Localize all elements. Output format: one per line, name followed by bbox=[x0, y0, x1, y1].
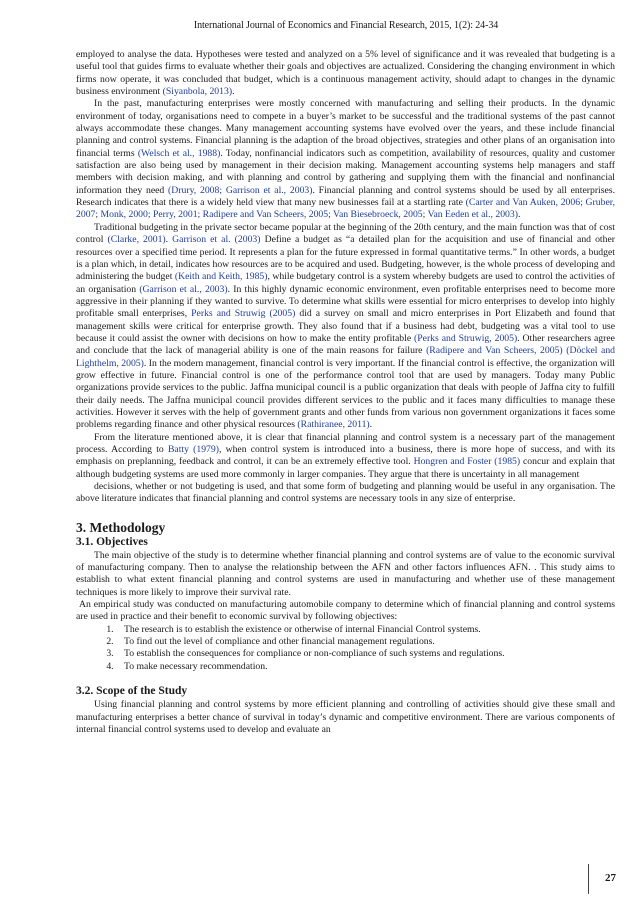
objectives-list bbox=[76, 624, 615, 673]
citation[interactable]: (Carter and Van Auken, 2006; Gruber, 2007; Monk, 2000; Perry, 2001; Radipere and Van Scheers, 2005; Van Biesebroeck, 2005; Van Eeden et al., 2003) bbox=[76, 197, 615, 221]
subsection-heading-objectives: 3.1. Objectives bbox=[76, 535, 148, 548]
page-number: 27 bbox=[605, 872, 616, 884]
paragraph-3 bbox=[76, 222, 615, 432]
paragraph-1 bbox=[76, 49, 615, 98]
citation[interactable]: (Welsch et al., 1988) bbox=[137, 147, 221, 159]
text-run: . In the modern management, financial control is very important. If the financial control is effective, the organization will grow effective in future. Financial control is one of the performance control tool that are used by managers. Today many Public organizations provide services to the public. Jaffna municipal council is a public organization that deals with people of Jaffna city to fulfill their daily needs. The Jaffna municipal council provides different services to the public and it faces many difficulties to manage these activities. However it serves with the help of government grants and other funds from various non government organizations it faces some problems regarding finance and other physical resources bbox=[76, 357, 615, 431]
citation[interactable]: (Clarke, 2001) bbox=[107, 234, 166, 246]
text-run: employed to analyse the data. Hypotheses were tested and analyzed on a 5% level of significance and it was revealed that budgeting is a useful tool that guides firms to evaluate whether their goals and objectives are actualized. Considering the changing environment in which firms now operate, it was concluded that budget, which is a continuous management activity, should adapt to changes in the dynamic business environment bbox=[76, 49, 615, 98]
text-run: concur and explain that although budgeting systems are used more commonly in larger companies. They argue that there is uncertainty in all management bbox=[76, 456, 616, 480]
running-header: International Journal of Economics and Financial Research, 2015, 1(2): 24-34 bbox=[193, 20, 499, 31]
citation[interactable]: Garrison et al. (2003) bbox=[172, 234, 261, 246]
article-body bbox=[76, 49, 615, 736]
paragraph-5: decisions, whether or not budgeting is used, and that some form of budgeting and planning would be useful in any organisation. The above literature indicates that financial planning and control systems are necessary tools in any size of enterprise. bbox=[76, 481, 615, 505]
objective-item: 4. To make necessary recommendation. bbox=[116, 661, 615, 673]
citation[interactable]: (Drury, 2008; Garrison et al., 2003) bbox=[168, 184, 313, 196]
text-run: . Today, nonfinancial indicators such as competition, availability of resources, quality and customer satisfaction are also being used by management in their decision making. Management accounting systems help managers and staff members with decision making, and with planning and control by gathering and supplying them with the financial and nonfinancial information they need bbox=[76, 147, 615, 196]
text-run: . bbox=[369, 419, 373, 431]
text-run: . bbox=[517, 209, 521, 221]
text-run: , when control system is introduced into a business, there is more hope of success, and with its emphasis on preplanning, feedback and control, it can be an extremely effective tool. bbox=[76, 444, 615, 468]
section-heading-methodology: 3. Methodology bbox=[76, 519, 166, 535]
citation[interactable]: (Garrison et al., 2003) bbox=[139, 283, 228, 295]
text-run: From the literature mentioned above, it is clear that financial planning and control system is a necessary part of the management process. According to bbox=[76, 431, 615, 455]
text-run: In the past, manufacturing enterprises were mostly concerned with manufacturing and selling their products. In the dynamic environment of today, organisations need to compete in a buyer’s market to be successful and the traditional systems of the past cannot always accommodate these changes. Many management accounting systems have evolved over the years, and these include financial planning and control systems. Financial planning is the adaption of the broad objectives, strategies and other plans of an organisation into financial terms bbox=[76, 98, 615, 159]
paragraph-4 bbox=[76, 432, 615, 481]
citation[interactable]: (Rathiranee, 2011) bbox=[297, 419, 370, 431]
text-run: . Financial planning and control systems should be used by all enterprises. Research indicates that there is a widely held view that many new businesses fail at a startling rate bbox=[76, 184, 616, 209]
page-number-rule bbox=[588, 864, 589, 894]
objective-item: 3. To establish the consequences for compliance or non-compliance of such systems and regulations. bbox=[116, 648, 615, 660]
text-run: . bbox=[232, 86, 235, 98]
empirical-study-paragraph: An empirical study was conducted on manufacturing automobile company to determine which of financial planning and control systems are used in practice and their benefit to economic survival by following objectives: bbox=[76, 599, 615, 623]
citation[interactable]: (Keith and Keith, 1985) bbox=[174, 271, 268, 283]
text-run: . In this highly dynamic economic environment, even profitable enterprises need to become more aggressive in their planning if they wanted to survive. To determine what skills were essential for micro enterprises to develop into highly profitable small enterprises, bbox=[76, 283, 615, 320]
paragraph-2 bbox=[76, 98, 615, 221]
citation[interactable]: (Perks and Struwig, 2005) bbox=[414, 332, 518, 344]
text-run: . bbox=[165, 234, 173, 246]
citation[interactable]: Perks and Struwig (2005) bbox=[191, 308, 296, 320]
objective-item: 2. To find out the level of compliance and other financial management regulations. bbox=[116, 636, 615, 648]
citation[interactable]: (Siyanbola, 2013) bbox=[162, 86, 233, 98]
scope-paragraph: Using financial planning and control systems by more efficient planning and controlling of activities should give these small and manufacturing enterprises a better chance of survival in today’s dynamic and competitive environment. There are various components of internal financial control systems used to develop and evaluate an bbox=[76, 699, 615, 735]
citation[interactable]: Batty (1979) bbox=[167, 444, 219, 455]
citation[interactable]: (Radipere and Van Scheers, 2005) (Döckel and Lighthelm, 2005) bbox=[76, 345, 616, 369]
objectives-paragraph: The main objective of the study is to determine whether financial planning and control systems are of value to the economic survival of manufacturing company. Then to analyse the relationship between the AFN and other factors influences AFN. . This study aims to establish to what extent financial planning and control systems are used in manufacturing and whether use of these management techniques is more likely to improve their survival rate. bbox=[76, 549, 615, 598]
citation[interactable]: Hongren and Foster (1985) bbox=[413, 456, 521, 468]
subsection-heading-scope: 3.2. Scope of the Study bbox=[76, 685, 188, 698]
text-run: Define a budget as “a detailed plan for the acquisition and use of financial and other resources over a specified time period. It represents a plan for the future expressed in formal quantitative terms.” In other words, a budget is a plan which, in detail, indicates how resources are to be acquired and used. Budgeting, however, is the whole process of developing and administering the budget bbox=[76, 234, 615, 283]
text-run: did a survey on small and micro enterprises in Port Elizabeth and found that management skills were critical for enterprise growth. They also found that if a business had debt, budgeting was a vital tool to use because it could assist the owner with decisions on how to make the entity profitable bbox=[76, 308, 615, 344]
objective-item: 1. The research is to establish the existence or otherwise of internal Financial Control systems. bbox=[116, 624, 615, 636]
text-run: . Other researchers agree and conclude that the lack of managerial ability is one of the main reasons for failure bbox=[76, 332, 615, 357]
text-run: Traditional budgeting in the private sector became popular at the beginning of the 20th century, and the main function was that of cost control bbox=[76, 221, 615, 246]
text-run: , while budgetary control is a system whereby budgets are used to control the activities of an organisation bbox=[76, 271, 615, 295]
